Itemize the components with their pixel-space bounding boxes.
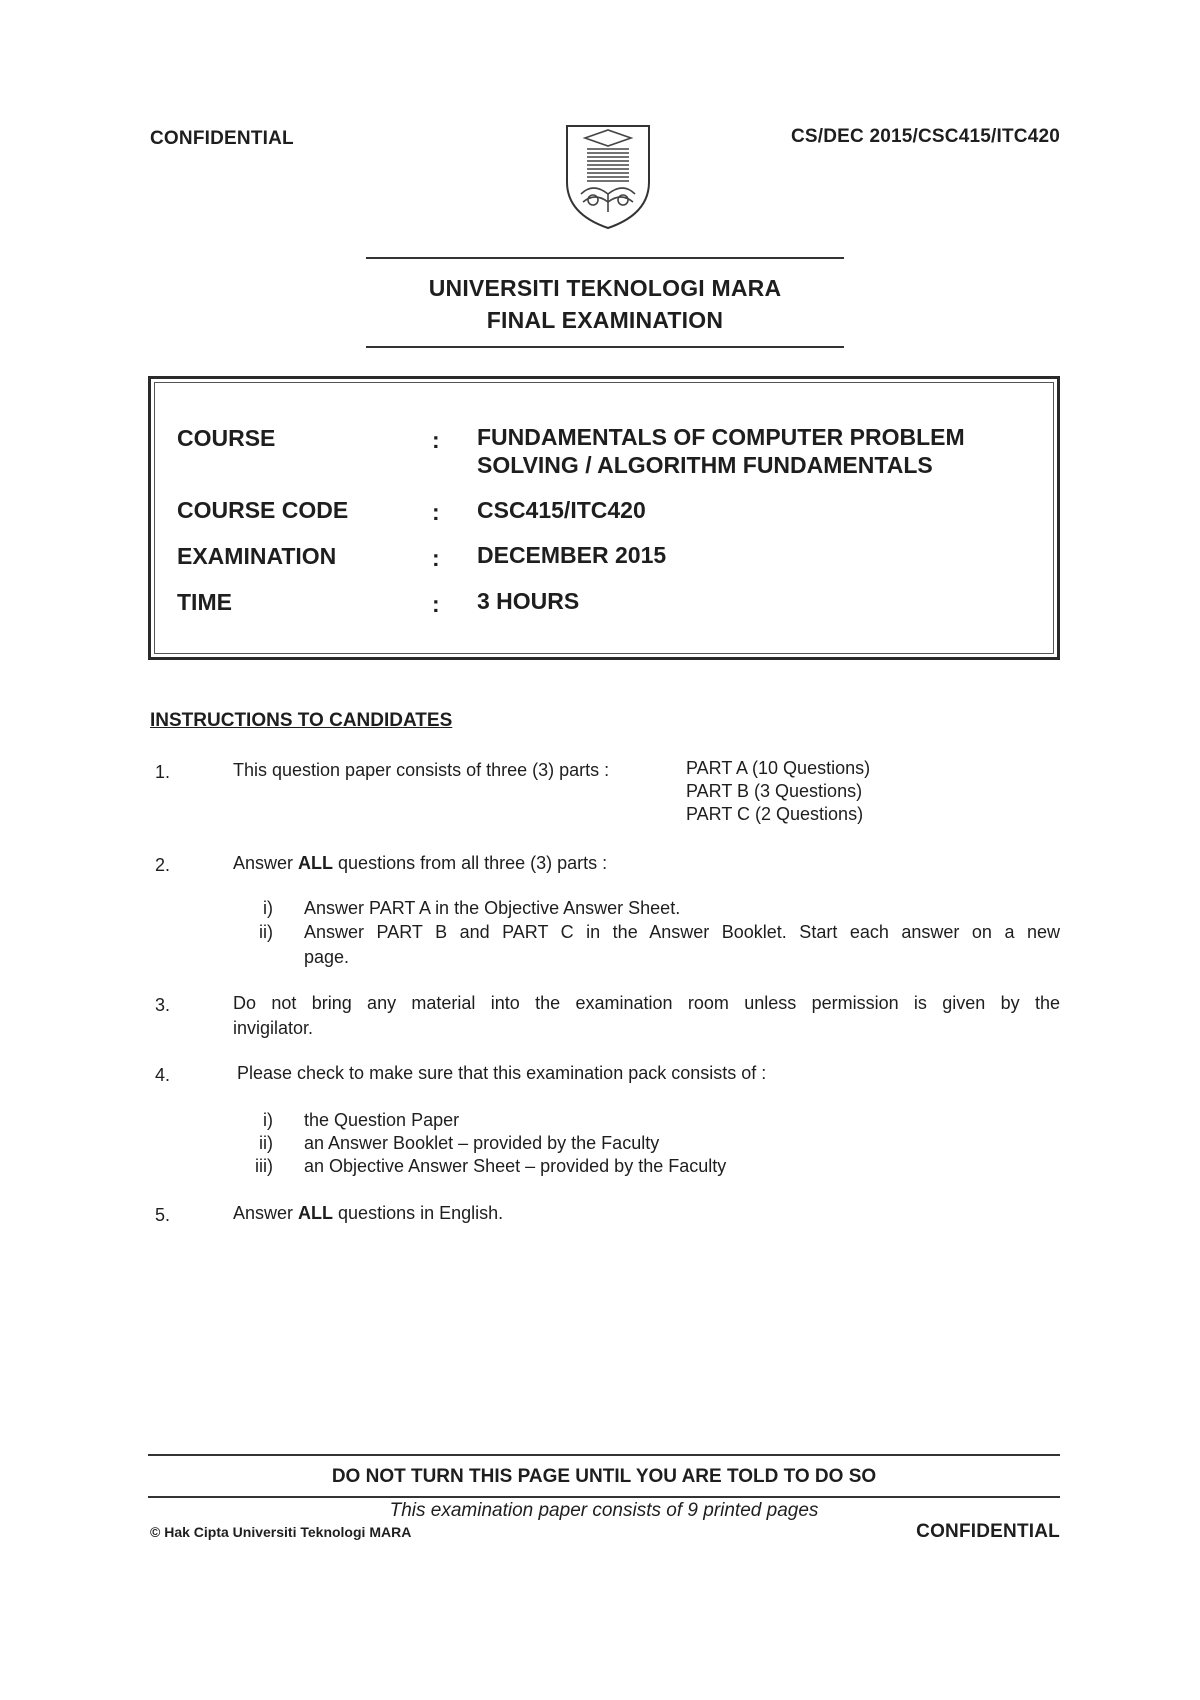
title-top-rule — [366, 257, 844, 259]
sub-number: iii) — [255, 1156, 273, 1176]
uitm-crest-icon — [563, 122, 653, 230]
sub-number: ii) — [259, 1133, 273, 1153]
sub-text: Answer PART A in the Objective Answer Sheet. — [304, 898, 681, 918]
item-text-part: questions from all three (3) parts : — [333, 853, 608, 873]
sub-number: ii) — [259, 922, 273, 942]
footer-bottom-rule — [148, 1496, 1060, 1498]
item-number: 2. — [155, 855, 171, 875]
title-bottom-rule — [366, 346, 844, 348]
sub-number: i) — [263, 1110, 273, 1130]
footer-top-rule — [148, 1454, 1060, 1456]
time-colon: : — [432, 591, 440, 617]
footer-confidential: CONFIDENTIAL — [916, 1521, 1060, 1542]
header-confidential: CONFIDENTIAL — [150, 128, 294, 149]
instructions-heading: INSTRUCTIONS TO CANDIDATES — [150, 710, 453, 731]
sub-text-continued: page. — [304, 947, 350, 967]
item-text: This question paper consists of three (3) parts : — [233, 760, 610, 780]
course-colon: : — [432, 427, 440, 453]
course-label: COURSE — [177, 425, 276, 451]
do-not-turn-warning: DO NOT TURN THIS PAGE UNTIL YOU ARE TOLD TO DO SO — [331, 1466, 877, 1487]
sub-text: an Answer Booklet – provided by the Faculty — [304, 1133, 660, 1153]
item-number: 5. — [155, 1205, 171, 1225]
item-text-part: Answer — [233, 853, 299, 873]
course-value-line2: SOLVING / ALGORITHM FUNDAMENTALS — [477, 452, 933, 478]
course-code-colon: : — [432, 499, 440, 525]
item-text — [233, 853, 607, 874]
examination-colon: : — [432, 545, 440, 571]
part-b: PART B (3 Questions) — [686, 781, 863, 801]
printed-pages-note: This examination paper consists of 9 printed pages — [389, 1500, 819, 1521]
sub-text: Answer PART B and PART C in the Answer Booklet. Start each answer on a new — [304, 922, 1060, 942]
emphasis-all: ALL — [298, 1203, 334, 1223]
time-value: 3 HOURS — [477, 588, 580, 614]
item-number: 1. — [155, 762, 171, 782]
item-text-part: questions in English. — [333, 1203, 504, 1223]
sub-text: the Question Paper — [304, 1110, 460, 1130]
item-text: Do not bring any material into the examination room unless permission is given by the — [233, 993, 1060, 1013]
part-a: PART A (10 Questions) — [686, 758, 871, 778]
course-code-value: CSC415/ITC420 — [477, 497, 646, 523]
university-name: UNIVERSITI TEKNOLOGI MARA — [428, 275, 782, 301]
emphasis-all: ALL — [298, 853, 334, 873]
sub-number: i) — [263, 898, 273, 918]
item-text: Please check to make sure that this examination pack consists of : — [237, 1063, 767, 1083]
item-text-part: Answer — [233, 1203, 299, 1223]
time-label: TIME — [177, 589, 232, 615]
item-text-continued: invigilator. — [233, 1018, 314, 1038]
sub-text: an Objective Answer Sheet – provided by the Faculty — [304, 1156, 727, 1176]
examination-value: DECEMBER 2015 — [477, 542, 667, 568]
course-code-label: COURSE CODE — [177, 497, 349, 523]
course-value-line1: FUNDAMENTALS OF COMPUTER PROBLEM — [477, 424, 965, 450]
part-c: PART C (2 Questions) — [686, 804, 864, 824]
examination-label: EXAMINATION — [177, 543, 337, 569]
item-number: 3. — [155, 995, 171, 1015]
exam-title: FINAL EXAMINATION — [486, 307, 724, 333]
header-reference-code: CS/DEC 2015/CSC415/ITC420 — [790, 126, 1060, 147]
copyright-notice: © Hak Cipta Universiti Teknologi MARA — [150, 1524, 412, 1540]
item-text — [233, 1203, 503, 1224]
item-number: 4. — [155, 1065, 171, 1085]
